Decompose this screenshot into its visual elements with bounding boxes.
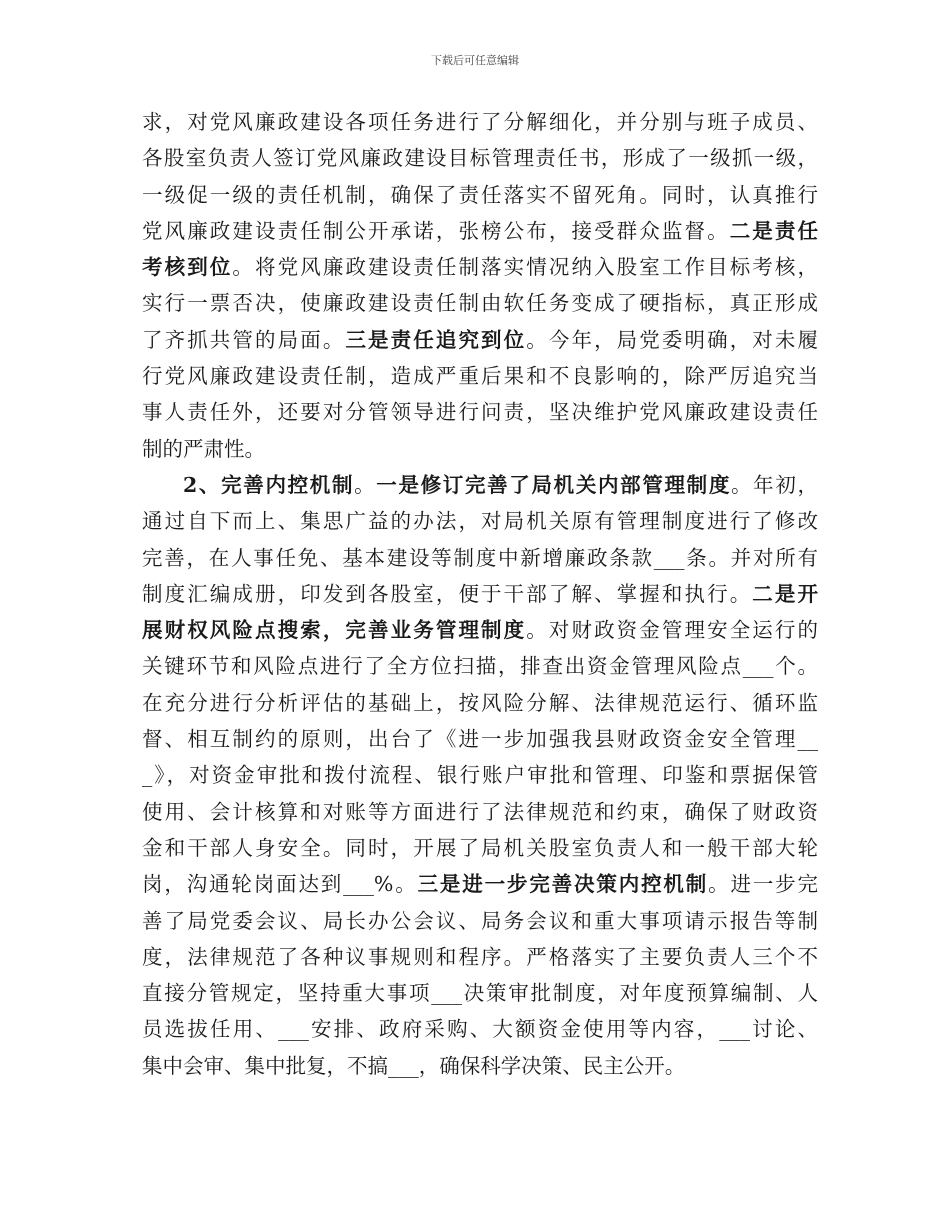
bold-text-segment: 二是开	[752, 581, 819, 606]
text-line	[142, 177, 818, 213]
text-segment: 。将党风廉政建设责任制落实情况纳入股室工作目标考核，	[232, 255, 819, 280]
text-line	[142, 576, 818, 612]
text-segment: 在充分进行分析评估的基础上，按风险分解、法律规范运行、循环监	[142, 690, 818, 715]
text-line	[142, 866, 818, 902]
text-line	[142, 104, 818, 140]
text-segment: 督、相互制约的原则，出台了《进一步加强我县财政资金安全管理__	[142, 727, 818, 752]
text-line	[142, 721, 818, 757]
text-segment: 制的严肃性。	[142, 436, 265, 461]
bold-text-segment: 2、完善内控机制	[183, 472, 355, 497]
text-line	[142, 975, 818, 1011]
text-line	[142, 1011, 818, 1047]
text-segment: 关键环节和风险点进行了全方位扫描，排查出资金管理风险点___个。	[142, 654, 818, 679]
text-line	[142, 685, 818, 721]
text-segment: 岗，沟通轮岗面达到___%。	[142, 872, 418, 897]
text-segment: 。对财政资金管理安全运行的	[526, 618, 819, 643]
text-line	[142, 503, 818, 539]
document-body	[142, 104, 818, 1084]
text-segment: 金和干部人身安全。同时，开展了局机关股室负责人和一般干部大轮	[142, 835, 818, 860]
text-line	[142, 285, 818, 321]
text-segment: 善了局党委会议、局长办公会议、局务会议和重大事项请示报告等制	[142, 908, 818, 933]
bold-text-segment: 考核到位	[142, 255, 233, 280]
text-segment: 了齐抓共管的局面。	[142, 327, 346, 352]
text-segment: 完善，在人事任免、基本建设等制度中新增廉政条款___条。并对所有	[142, 545, 818, 570]
text-segment: 各股室负责人签订党风廉政建设目标管理责任书，形成了一级抓一级，	[142, 146, 818, 171]
text-segment: 。年初，	[731, 472, 819, 497]
text-line	[142, 648, 818, 684]
text-line	[142, 358, 818, 394]
text-segment: 员选拔任用、___安排、政府采购、大额资金使用等内容，___讨论、	[142, 1017, 818, 1042]
text-line	[142, 213, 818, 249]
bold-text-segment: 三是进一步完善决策内控机制	[417, 872, 709, 897]
text-line	[142, 467, 818, 503]
text-segment: 通过自下而上、集思广益的办法，对局机关原有管理制度进行了修改	[142, 509, 818, 534]
text-segment: 党风廉政建设责任制公开承诺，张榜公布，接受群众监督。	[142, 218, 730, 243]
text-segment: 集中会审、集中批复，不搞___，确保科学决策、民主公开。	[142, 1053, 686, 1078]
text-line	[142, 830, 818, 866]
text-line	[142, 1048, 818, 1084]
bold-text-segment: 二是责任	[729, 218, 819, 243]
text-segment: 求，对党风廉政建设各项任务进行了分解细化，并分别与班子成员、	[142, 110, 818, 134]
text-line	[142, 140, 818, 176]
bold-text-segment: 一是修订完善了局机关内部管理制度	[376, 472, 732, 497]
text-segment: 制度汇编成册，印发到各股室，便于干部了解、掌握和执行。	[142, 581, 753, 606]
text-segment: 使用、会计核算和对账等方面进行了法律规范和约束，确保了财政资	[142, 799, 818, 824]
text-line	[142, 322, 818, 358]
text-line	[142, 794, 818, 830]
text-segment: 直接分管规定，坚持重大事项___决策审批制度，对年度预算编制、人	[142, 981, 818, 1006]
text-segment: 。进一步完	[708, 872, 819, 897]
text-line	[142, 249, 818, 285]
text-line	[142, 757, 818, 793]
text-segment: 事人责任外，还要对分管领导进行问责，坚决维护党风廉政建设责任	[142, 400, 818, 425]
page-header: 下载后可任意编辑	[431, 54, 519, 67]
bold-text-segment: 展财权风险点搜索，完善业务管理制度	[142, 618, 527, 643]
text-line	[142, 939, 818, 975]
text-segment: 度，法律规范了各种议事规则和程序。严格落实了主要负责人三个不	[142, 944, 818, 969]
text-segment: 。今年，局党委明确，对未履	[526, 327, 819, 352]
text-line	[142, 431, 818, 467]
text-segment: 行党风廉政建设责任制，造成严重后果和不良影响的，除严厉追究当	[142, 364, 818, 389]
bold-text-segment: 三是责任追究到位	[345, 327, 527, 352]
text-line	[142, 903, 818, 939]
text-line	[142, 540, 818, 576]
text-segment: _》，对资金审批和拨付流程、银行账户审批和管理、印鉴和票据保管	[142, 763, 818, 788]
text-segment: 。	[354, 472, 377, 497]
text-segment: 一级促一级的责任机制，确保了责任落实不留死角。同时，认真推行	[142, 182, 818, 207]
text-line	[142, 394, 818, 430]
text-segment: 实行一票否决，使廉政建设责任制由软任务变成了硬指标，真正形成	[142, 291, 818, 316]
text-line	[142, 612, 818, 648]
